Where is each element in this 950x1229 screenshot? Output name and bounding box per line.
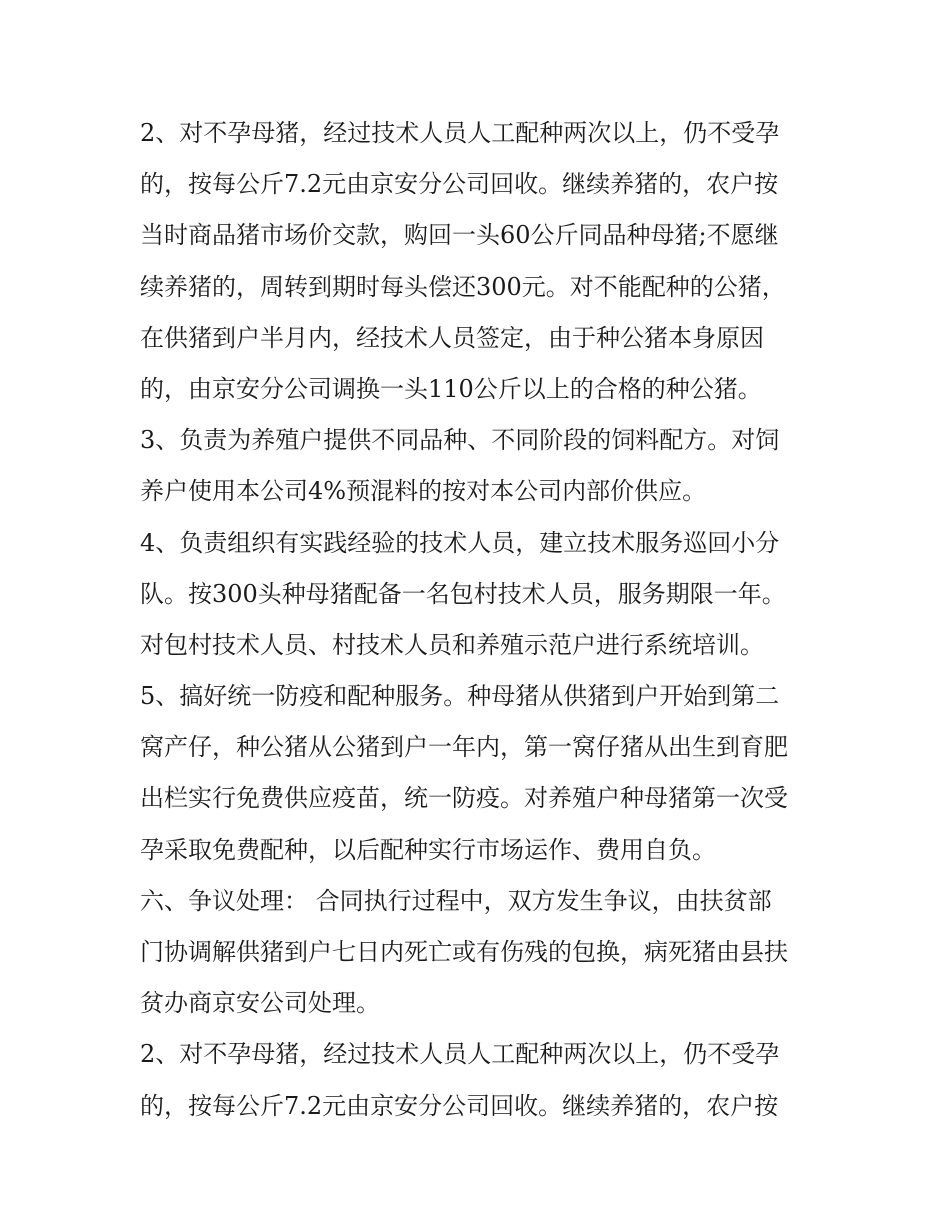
text-line: 的，按每公斤7.2元由京安分公司回收。继续养猪的，农户按 [140,1091,779,1120]
text-line: 的，按每公斤7.2元由京安分公司回收。继续养猪的，农户按 [140,170,779,199]
text-line: 贫办商京安公司处理。 [140,989,380,1018]
text-line: 3、负责为养殖户提供不同品种、不同阶段的饲料配方。对饲 [140,426,780,455]
text-line: 5、搞好统一防疫和配种服务。种母猪从供猪到户开始到第二 [140,682,780,711]
text-line: 六、争议处理： 合同执行过程中，双方发生争议，由扶贫部 [140,886,772,915]
text-line: 续养猪的，周转到期时每头偿还300元。对不能配种的公猪， [140,272,786,301]
text-line: 孕采取免费配种，以后配种实行市场运作、费用自负。 [140,835,716,864]
text-line: 出栏实行免费供应疫苗，统一防疫。对养殖户种母猪第一次受 [140,784,788,813]
text-line: 门协调解供猪到户七日内死亡或有伤残的包换，病死猪由县扶 [140,938,788,966]
text-line: 在供猪到户半月内，经技术人员签定，由于种公猪本身原因 [140,323,764,352]
text-line: 2、对不孕母猪，经过技术人员人工配种两次以上，仍不受孕 [140,1040,780,1069]
text-line: 4、负责组织有实践经验的技术人员，建立技术服务巡回小分 [140,528,780,557]
document-body [140,108,820,1132]
text-line: 2、对不孕母猪，经过技术人员人工配种两次以上，仍不受孕 [140,119,780,147]
text-line: 队。按300头种母猪配备一名包村技术人员，服务期限一年。 [140,579,786,608]
text-line: 窝产仔，种公猪从公猪到户一年内，第一窝仔猪从出生到育肥 [140,733,788,762]
text-line: 当时商品猪市场价交款，购回一头60公斤同品种母猪;不愿继 [140,221,779,250]
text-line: 养户使用本公司4%预混料的按对本公司内部价供应。 [140,477,707,506]
text-line: 的，由京安分公司调换一头110公斤以上的合格的种公猪。 [140,374,762,403]
text-line: 对包村技术人员、村技术人员和养殖示范户进行系统培训。 [140,630,764,659]
